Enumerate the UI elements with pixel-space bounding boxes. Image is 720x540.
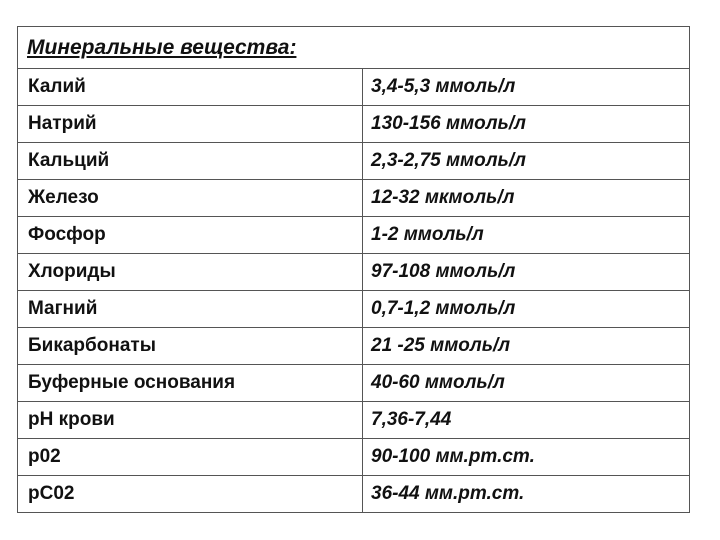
substance-value: 97-108 ммоль/л xyxy=(363,254,690,291)
substance-name: Магний xyxy=(18,291,363,328)
table-row xyxy=(18,217,690,254)
substance-name: p02 xyxy=(18,439,363,476)
substance-value: 1-2 ммоль/л xyxy=(363,217,690,254)
mineral-substances-table xyxy=(17,26,690,513)
table-row xyxy=(18,291,690,328)
table-row xyxy=(18,69,690,106)
table-row xyxy=(18,254,690,291)
substance-name: Железо xyxy=(18,180,363,217)
substance-name: Натрий xyxy=(18,106,363,143)
substance-value: 36-44 мм.рт.ст. xyxy=(363,476,690,513)
table-row xyxy=(18,143,690,180)
substance-value: 21 -25 ммоль/л xyxy=(363,328,690,365)
substance-name: Калий xyxy=(18,69,363,106)
substance-name: pH крови xyxy=(18,402,363,439)
substance-value: 90-100 мм.рт.ст. xyxy=(363,439,690,476)
substance-value: 130-156 ммоль/л xyxy=(363,106,690,143)
substance-name: pC02 xyxy=(18,476,363,513)
substance-name: Кальций xyxy=(18,143,363,180)
table-row xyxy=(18,365,690,402)
substance-name: Бикарбонаты xyxy=(18,328,363,365)
table-row xyxy=(18,439,690,476)
substance-value: 0,7-1,2 ммоль/л xyxy=(363,291,690,328)
substance-name: Буферные основания xyxy=(18,365,363,402)
substance-value: 12-32 мкмоль/л xyxy=(363,180,690,217)
table-row xyxy=(18,476,690,513)
substance-value: 2,3-2,75 ммоль/л xyxy=(363,143,690,180)
substance-value: 3,4-5,3 ммоль/л xyxy=(363,69,690,106)
table-row xyxy=(18,180,690,217)
table-row xyxy=(18,402,690,439)
table-title-row xyxy=(18,27,690,69)
substance-value: 40-60 ммоль/л xyxy=(363,365,690,402)
table-row xyxy=(18,106,690,143)
substance-name: Фосфор xyxy=(18,217,363,254)
substance-value: 7,36-7,44 xyxy=(363,402,690,439)
table-title: Минеральные вещества: xyxy=(18,27,690,69)
table-row xyxy=(18,328,690,365)
substance-name: Хлориды xyxy=(18,254,363,291)
